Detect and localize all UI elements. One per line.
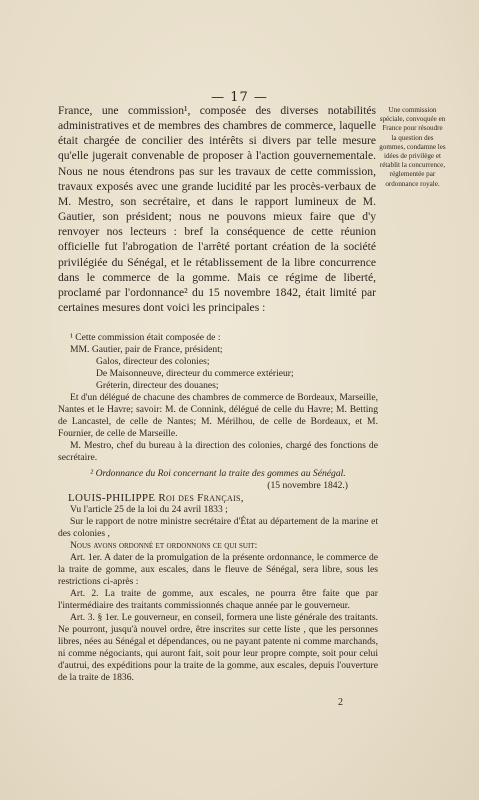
main-text-block <box>58 103 376 315</box>
footnote1-secretary: M. Mestro, chef du bureau à la direction des colonies, chargé des fonctions de secrétaire. <box>58 440 378 464</box>
main-paragraph: France, une commission¹, composée des diverses notabilités administratives et de membres des chambres de commerce, laquelle était chargée de concilier des intérêts si divers par telle mesure qu'elle jugerait convenable de proposer à l'action gouvernementale. Nous ne nous étendrons pas sur les travaux de cette commission, travaux exposés avec une grande lucidité par les procès-verbaux de M. Mestro, son secrétaire, et dans le rapport lumineux de M. Gautier, son président; nous ne pouvons mieux faire que d'y renvoyer nos lecteurs : bref la conséquence de cette réunion officielle fut l'abrogation de l'arrêté portant création de la société privilégiée du Sénégal, et le rétablissement de la libre concurrence dans le commerce de la gomme. Mais ce régime de liberté, proclamé par l'ordonnance² du 15 novembre 1842, était limité par certaines mesures dont voici les principales : <box>58 104 376 315</box>
article-1: Art. 1er. A dater de la promulgation de la présente ordonnance, le commerce de la traite de gomme, aux escales, dans le fleuve de Sénégal, sera libre, sous les restrictions ci-après : <box>58 551 378 587</box>
footnote1-member: De Maisonneuve, directeur du commerce extérieur; <box>96 368 294 380</box>
footnote1-member: Gréterin, directeur des douanes; <box>96 380 219 392</box>
margin-note: Une commission spéciale, convoquée en France pour résoudre la question des gommes, condamne les idées de privilège et rétablit la concurrence, réglementée par ordonnance royale. <box>379 106 446 188</box>
king-title: Roi des Français, <box>158 491 244 504</box>
ordonnons-clause: Nous avons ordonné et ordonnons ce qui suit: <box>70 539 258 551</box>
signature-mark: 2 <box>338 697 343 708</box>
king-heading <box>58 492 378 504</box>
footnote1-intro: ¹ Cette commission était composée de : <box>70 332 221 343</box>
sur-clause: Sur le rapport de notre ministre secrétaire d'État au département de la marine et des colonies , <box>58 515 378 539</box>
footnote1-delegates: Et d'un délégué de chacune des chambres de commerce de Bordeaux, Marseille, Nantes et le Havre; savoir: M. de Connink, délégué de celle du Havre; M. Betting de Lancastel, de celle de Nantes; M. Mérilhou, de celle de Bordeaux, et M. Fournier, de celle de Marseille. <box>58 392 378 440</box>
article-2: Art. 2. La traite de gomme, aux escales, ne pourra être faite que par l'intermédiaire des traitants commissionnés chaque année par le gouverneur. <box>58 587 378 612</box>
footnote2-date: (15 novembre 1842.) <box>267 479 348 491</box>
footnote2-title: ² Ordonnance du Roi concernant la traite des gommes au Sénégal. <box>90 467 346 479</box>
footnote1-member: Galos, directeur des colonies; <box>96 356 210 368</box>
footnotes <box>58 332 378 684</box>
vu-clause: Vu l'article 25 de la loi du 24 avril 1833 ; <box>70 503 228 515</box>
king-name: LOUIS-PHILIPPE <box>68 491 156 504</box>
footnote1-member-president: MM. Gautier, pair de France, président; <box>70 344 223 356</box>
page-number: — 17 — <box>211 90 268 105</box>
article-3: Art. 3. § 1er. Le gouverneur, en conseil, formera une liste générale des traitants. Ne pourront, jusqu'à nouvel ordre, être inscrites sur cette liste , que les personnes libres, nées au Sénégal et dépendances, ou ne payant patente ni comme marchands, ni comme négociants, qui auront fait, soit pour leur propre compte, soit pour celui d'autrui, des expéditions pour la traite de la gomme, aux escales, depuis l'ouverture de la traite de 1836. <box>58 612 378 684</box>
